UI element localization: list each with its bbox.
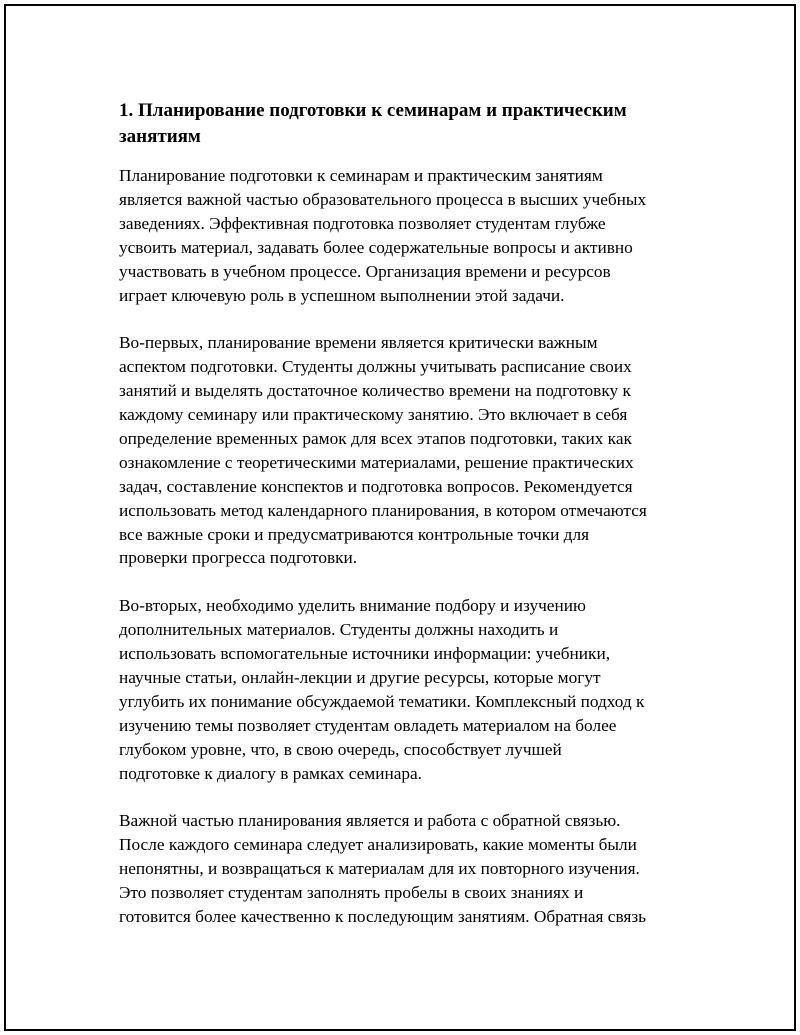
text-line: Важной частью планирования является и работа с обратной связью.: [119, 811, 621, 831]
text-line: Планирование подготовки к семинарам и практическим занятиям: [119, 166, 603, 185]
text-line: проверки прогресса подготовки.: [119, 548, 358, 568]
text-line: заведениях. Эффективная подготовка позволяет студентам глубже: [119, 213, 606, 233]
text-line: готовится более качественно к последующим занятиям. Обратная связь: [119, 907, 647, 927]
text-line: занятий и выделять достаточное количество времени на подготовку к: [119, 381, 631, 401]
text-line: изучению темы позволяет студентам овладеть материалом на более: [119, 715, 617, 735]
text-line: научные статьи, онлайн-лекции и другие ресурсы, которые могут: [119, 668, 601, 687]
page-frame: [4, 4, 796, 1031]
document-body: [119, 98, 694, 953]
text-line: После каждого семинара следует анализировать, какие моменты были: [119, 835, 637, 855]
text-line: определение временных рамок для всех этапов подготовки, таких как: [119, 428, 632, 448]
heading-line: занятиям: [119, 126, 201, 147]
text-line: играет ключевую роль в успешном выполнении этой задачи.: [119, 285, 565, 305]
heading-line: 1. Планирование подготовки к семинарам и практическим: [119, 100, 627, 121]
text-line: ознакомление с теоретическими материалами, решение практических: [119, 452, 634, 472]
paragraph-additional-materials: [119, 594, 694, 785]
text-line: дополнительных материалов. Студенты должны находить и: [119, 620, 559, 640]
text-line: усвоить материал, задавать более содержательные вопросы и активно: [119, 237, 633, 257]
text-line: использовать вспомогательные источники информации: учебники,: [119, 644, 611, 664]
text-line: участвовать в учебном процессе. Организация времени и ресурсов: [119, 261, 611, 281]
text-line: является важной частью образовательного процесса в высших учебных: [119, 189, 647, 209]
text-line: Во-вторых, необходимо уделить внимание подбору и изучению: [119, 596, 586, 616]
paragraph-time-planning: [119, 331, 694, 570]
paragraph-intro: [119, 164, 694, 307]
text-line: углубить их понимание обсуждаемой тематики. Комплексный подход к: [119, 691, 645, 711]
text-line: Во-первых, планирование времени является критически важным: [119, 333, 598, 353]
text-line: Это позволяет студентам заполнять пробелы в своих знаниях и: [119, 883, 584, 903]
text-line: глубоком уровне, что, в свою очередь, способствует лучшей: [119, 739, 562, 759]
text-line: каждому семинару или практическому занятию. Это включает в себя: [119, 405, 628, 425]
text-line: задач, составление конспектов и подготовка вопросов. Рекомендуется: [119, 476, 633, 496]
text-line: все важные сроки и предусматриваются контрольные точки для: [119, 524, 590, 544]
text-line: подготовке к диалогу в рамках семинара.: [119, 763, 423, 783]
paragraph-feedback: [119, 809, 694, 929]
text-line: использовать метод календарного планирования, в котором отмечаются: [119, 500, 647, 520]
section-heading: [119, 98, 694, 150]
text-line: непонятны, и возвращаться к материалам для их повторного изучения.: [119, 859, 640, 879]
text-line: аспектом подготовки. Студенты должны учитывать расписание своих: [119, 357, 632, 377]
